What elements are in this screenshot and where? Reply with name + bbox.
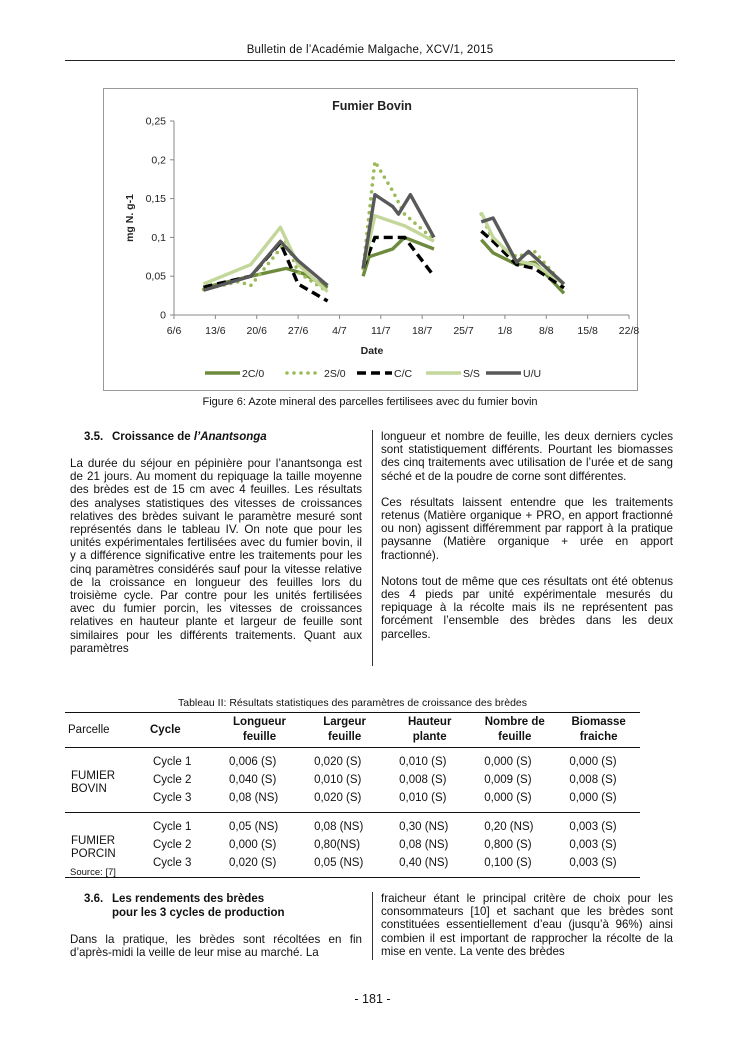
legend-label: 2S/0 [324, 368, 346, 380]
section-title-italic: l’Anantsonga [193, 431, 267, 443]
x-axis-label: Date [360, 345, 384, 357]
legend-label: U/U [523, 368, 542, 380]
section-3-6-title [84, 892, 362, 920]
table-cell: 0,010 (S) [399, 792, 447, 804]
parcel-label: FUMIER PORCIN [71, 834, 116, 860]
table-cell: 0,040 (S) [229, 774, 277, 786]
header-hauteur: Hauteur plante [407, 716, 452, 743]
y-tick-label: 0,15 [145, 193, 166, 206]
table-cell: 0,05 (NS) [314, 857, 364, 869]
table-cell: Cycle 1 [153, 756, 192, 768]
table-header-row [65, 713, 640, 748]
y-tick-label: 0 [160, 309, 166, 322]
paragraph: Ces résultats laissent entendre que les traitements retenus (Matière organique + PRO, en apport fractionné ou non) agissent différemment par rapport à la pratique paysanne (Matière organique + urée en apport fractionné). [381, 495, 673, 562]
table-cell: 0,020 (S) [314, 792, 362, 804]
table-cell: 0,05 (NS) [229, 821, 279, 833]
table-cell: 0,08 (NS) [399, 839, 449, 851]
table-cell: 0,000 (S) [569, 756, 617, 768]
section-title-text: Croissance de [112, 431, 194, 443]
table-cell: 0,08 (NS) [229, 792, 279, 804]
table-cell: Cycle 3 [153, 792, 192, 804]
table-cell: 0,009 (S) [484, 774, 532, 786]
table-cell: 0,30 (NS) [399, 821, 449, 833]
x-tick-label: 20/6 [246, 325, 267, 337]
table-cell: Cycle 2 [153, 839, 192, 851]
table-cell: Cycle 1 [153, 821, 192, 833]
header-parcelle: Parcelle [68, 723, 110, 736]
series-line-U/U [363, 195, 434, 269]
paragraph: Dans la pratique, les brèdes sont récoltées en fin d’après-midi la veille de leur mise au marché. La [70, 933, 362, 960]
journal-header: Bulletin de l’Académie Malgache, XCV/1, 2015 [246, 44, 494, 56]
table-cell: 0,003 (S) [569, 857, 617, 869]
y-tick-label: 0,1 [151, 231, 166, 244]
table-cell: 0,800 (S) [484, 839, 532, 851]
column-left-lower [70, 892, 362, 972]
table-cell: 0,010 (S) [399, 756, 447, 768]
table-group-porcin [65, 813, 640, 878]
paragraph: La durée du séjour en pépinière pour l’anantsonga est de 21 jours. Au moment du repiquage la taille moyenne des brèdes est de 15 cm avec 4 feuilles. Les résultats des analyses statistiques des vitesses de croissances relatives des brèdes suivant le paramètre mesuré sont représentés dans le tableau IV. On note que pour les unités expérimentales fertilisées avec du fumier bovin, il y a différence significative entre les traitements pour les cinq paramètres considérés sauf pour la vitesse relative de la croissance en longueur des feuilles lors du troisième cycle. Par contre pour les unités fertilisées avec du fumier porcin, les vitesses de croissances relatives en hauteur plante et largeur de feuille sont similaires pour les différents traitements. Quant aux paramètres [70, 457, 362, 655]
header-largeur: Largeur feuille [323, 716, 367, 743]
x-tick-label: 27/6 [287, 325, 309, 337]
y-tick-label: 0,25 [145, 115, 166, 128]
legend-label: C/C [394, 368, 413, 380]
table-caption: Tableau II: Résultats statistiques des paramètres de croissance des brèdes [177, 697, 528, 709]
x-tick-label: 15/8 [577, 325, 598, 337]
table-cell: 0,20 (NS) [484, 821, 534, 833]
table-row [65, 789, 640, 813]
series-line-U/U [481, 218, 564, 284]
table-cell: 0,010 (S) [314, 774, 362, 786]
x-tick-label: 13/6 [205, 325, 226, 337]
chart-title: Fumier Bovin [332, 99, 412, 113]
table-cell: 0,003 (S) [569, 821, 617, 833]
y-tick-label: 0,2 [151, 154, 166, 167]
header-biomasse: Biomasse fraiche [571, 716, 626, 743]
table-row [65, 748, 640, 772]
table-group-bovin [65, 748, 640, 813]
series-line-2C/0 [363, 237, 434, 276]
x-tick-label: 25/7 [453, 325, 474, 337]
figure-caption: Figure 6: Azote mineral des parcelles fertilisees avec du fumier bovin [202, 396, 538, 408]
section-3-5-title [84, 430, 362, 444]
section-title-line2: pour les 3 cycles de production [112, 907, 285, 919]
section-number: 3.6. [84, 893, 104, 905]
table-row [65, 854, 640, 878]
section-title-line1: Les rendements des brèdes [112, 893, 265, 905]
table-cell: 0,006 (S) [229, 756, 277, 768]
y-axis-label: mg N. g-1 [124, 194, 136, 242]
header-nombre: Nombre de feuille [484, 716, 545, 743]
paragraph: longueur et nombre de feuille, les deux derniers cycles sont statistiquement différents. Pourtant les biomasses des cinq traitements avec utilisation de l’urée et de sang séché et de la poudre de corne sont différentes. [381, 430, 673, 483]
x-tick-label: 22/8 [618, 325, 639, 337]
column-divider [372, 892, 373, 960]
table-cell: 0,020 (S) [314, 756, 362, 768]
legend-label: 2C/0 [242, 368, 265, 380]
table-cell: 0,008 (S) [569, 774, 617, 786]
header-rule [65, 60, 675, 61]
x-tick-label: 1/8 [497, 325, 513, 337]
table-row [65, 813, 640, 837]
table-row [65, 771, 640, 789]
column-right-upper [381, 430, 673, 654]
paragraph: Notons tout de même que ces résultats ont été obtenus des 4 pieds par unité expérimentale mesurés du repiquage à la récolte mais ils ne représentent pas forcément l’ensemble des brèdes dans les deux parcelles. [381, 574, 673, 641]
chart-svg [104, 89, 639, 392]
table-cell: 0,000 (S) [569, 792, 617, 804]
x-tick-label: 6/6 [166, 325, 182, 337]
table-cell: 0,40 (NS) [399, 857, 449, 869]
column-divider [372, 430, 373, 666]
section-number: 3.5. [84, 431, 104, 443]
page-number: - 181 - [354, 992, 391, 1006]
table-cell: 0,020 (S) [229, 857, 277, 869]
table-cell: 0,000 (S) [484, 792, 532, 804]
table-cell: Cycle 2 [153, 774, 192, 786]
table-cell: 0,000 (S) [229, 839, 277, 851]
header-cycle: Cycle [150, 723, 181, 736]
table-row [65, 836, 640, 854]
x-tick-label: 8/8 [538, 325, 554, 337]
x-tick-label: 18/7 [411, 325, 433, 337]
table-cell: 0,80(NS) [314, 839, 361, 851]
table-cell: 0,008 (S) [399, 774, 447, 786]
x-tick-label: 11/7 [370, 325, 391, 337]
legend-label: S/S [463, 368, 480, 380]
results-table [65, 712, 640, 878]
table-cell: 0,000 (S) [484, 756, 532, 768]
parcel-label: FUMIER BOVIN [71, 769, 116, 795]
chart-fumier-bovin [103, 88, 638, 391]
table-cell: 0,100 (S) [484, 857, 532, 869]
y-tick-label: 0,05 [145, 270, 166, 283]
x-tick-label: 4/7 [332, 325, 347, 337]
paragraph: fraicheur étant le principal critère de choix pour les consommateurs [10] et sachant que les brèdes sont constituées essentiellement d’eau (jusqu’à 96%) ainsi combien il est important de rapprocher la récolte de la mise en vente. La vente des brèdes [381, 892, 673, 958]
header-longueur: Longueur feuille [233, 716, 287, 743]
column-left-upper [70, 430, 362, 668]
table-cell: 0,003 (S) [569, 839, 617, 851]
table-cell: Cycle 3 [153, 857, 192, 869]
table-cell: 0,08 (NS) [314, 821, 364, 833]
series-line-2C/0 [481, 240, 564, 294]
column-right-lower [381, 892, 673, 971]
table-source: Source: [7] [70, 867, 116, 878]
